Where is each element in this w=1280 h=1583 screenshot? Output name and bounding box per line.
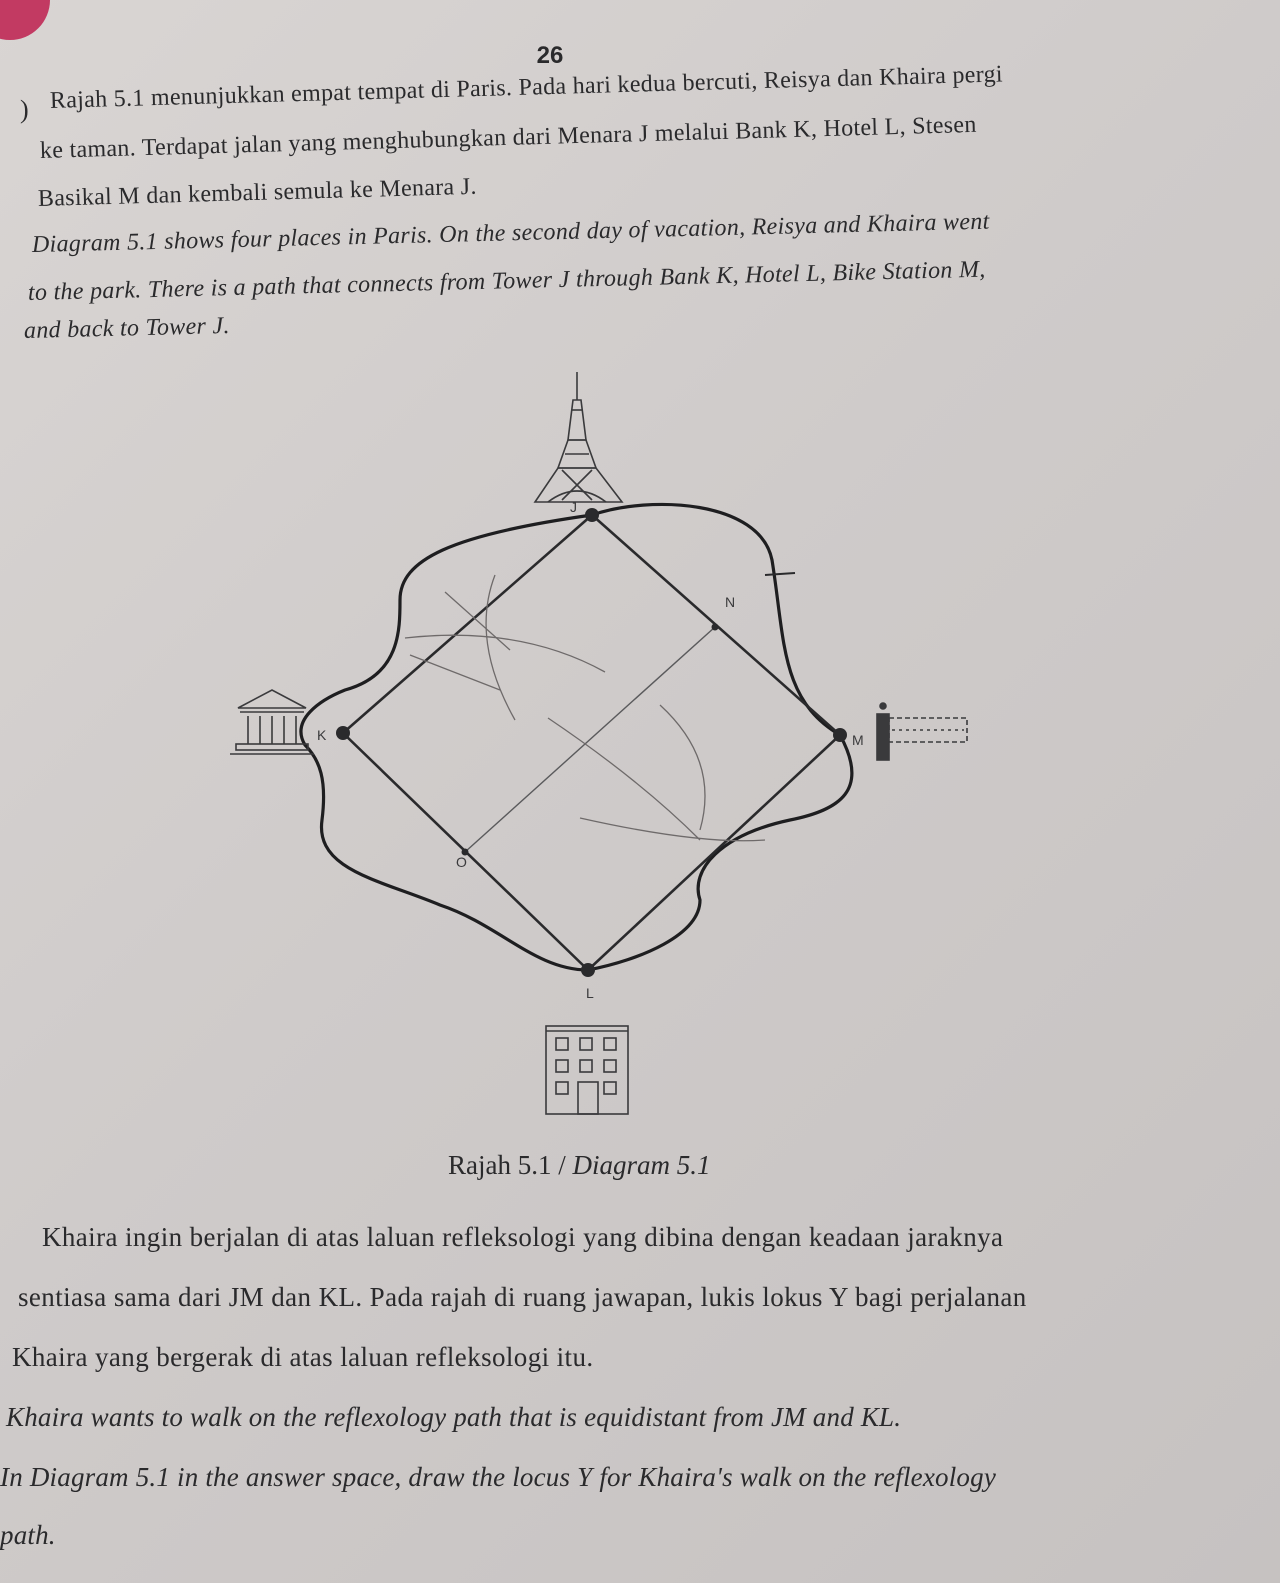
construction-arcs: [405, 575, 765, 841]
task-ms-line-1: Khaira ingin berjalan di atas laluan refleksologi yang dibina dengan keadaan jaraknya: [42, 1222, 1004, 1252]
task-en-line-1: Khaira wants to walk on the reflexology path that is equidistant from JM and KL.: [6, 1402, 902, 1432]
intro-ms-line-3: Basikal M dan kembali semula ke Menara J.: [37, 173, 478, 212]
bike-station-icon: [877, 703, 967, 760]
intro-en-line-3: and back to Tower J.: [23, 312, 231, 344]
tick-mark: [765, 573, 795, 575]
point-m: [833, 728, 847, 742]
task-en-line-3: path.: [0, 1520, 56, 1550]
label-j: J: [570, 499, 577, 515]
label-n: N: [725, 594, 736, 610]
caption-ms: Rajah 5.1 /: [448, 1150, 573, 1180]
intro-ms-line-1: Rajah 5.1 menunjukkan empat tempat di Paris. Pada hari kedua bercuti, Reisya dan Khaira pergi: [49, 61, 1004, 114]
point-n: [712, 624, 719, 631]
intro-en-line-2: to the park. There is a path that connects from Tower J through Bank K, Hotel L, Bike Station M,: [27, 256, 986, 306]
intro-en-line-1: Diagram 5.1 shows four places in Paris. On the second day of vacation, Reisya and Khaira went: [31, 208, 990, 258]
label-k: K: [317, 727, 327, 743]
point-l: [581, 963, 595, 977]
point-j: [585, 508, 599, 522]
square-path: [343, 515, 840, 970]
label-l: L: [586, 985, 594, 1001]
intro-ms-line-2: ke taman. Terdapat jalan yang menghubungkan dari Menara J melalui Bank K, Hotel L, Stesen: [39, 111, 977, 164]
point-k: [336, 726, 350, 740]
task-en-line-2: In Diagram 5.1 in the answer space, draw the locus Y for Khaira's walk on the reflexology: [0, 1462, 997, 1492]
label-m: M: [852, 732, 864, 748]
vertices: [336, 508, 847, 977]
task-ms-line-2: sentiasa sama dari JM dan KL. Pada rajah di ruang jawapan, lukis lokus Y bagi perjalanan: [18, 1282, 1027, 1312]
question-marker: ): [20, 95, 29, 124]
task-ms-line-3: Khaira yang bergerak di atas laluan refleksologi itu.: [12, 1342, 594, 1372]
diagram-caption: [448, 1150, 711, 1181]
caption-en: Diagram 5.1: [572, 1150, 711, 1180]
eiffel-tower-icon: [535, 372, 622, 502]
hotel-icon: [546, 1026, 628, 1114]
label-o: O: [456, 854, 467, 870]
page-number: 26: [536, 42, 564, 69]
